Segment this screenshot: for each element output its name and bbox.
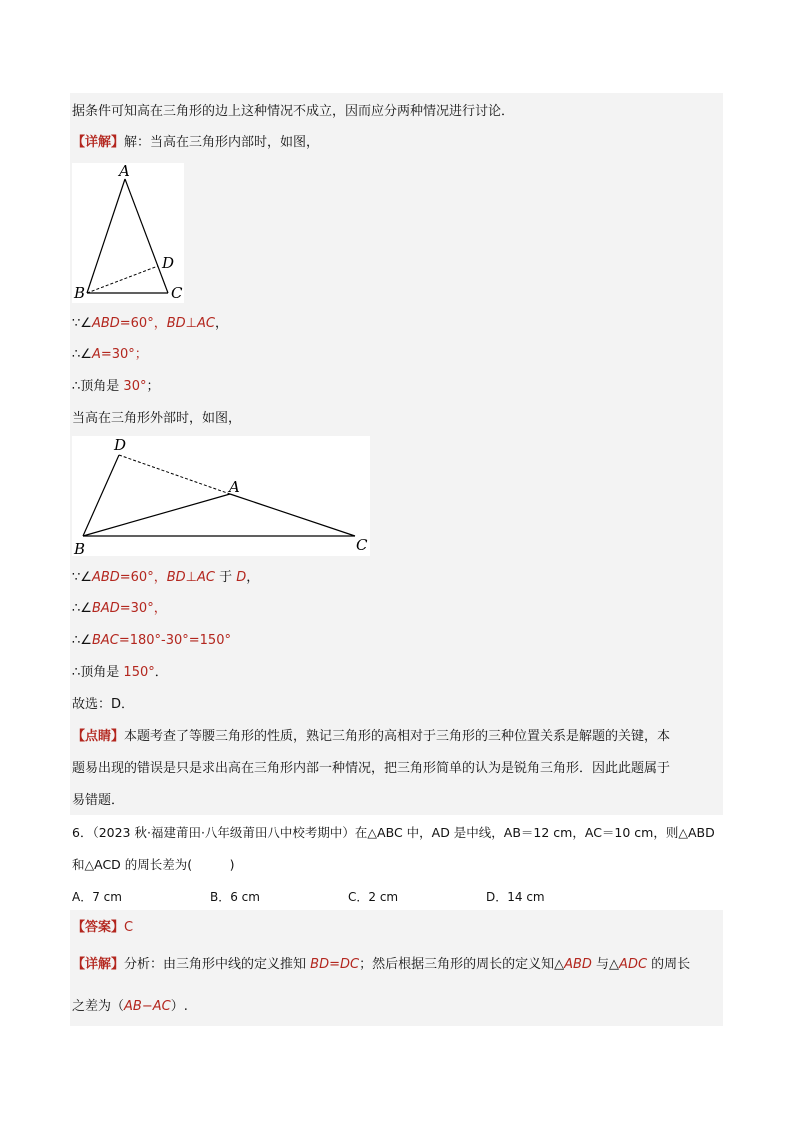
step-7-value: 150° [123, 665, 155, 680]
figure-inner-altitude [72, 163, 184, 303]
step-4-perp: BD⊥AC [166, 570, 215, 585]
label-b: B [74, 284, 86, 302]
q6-detail-abd: ABD [564, 957, 592, 972]
label-a: A [119, 163, 130, 180]
q6-detail-bd: BD=DC [310, 957, 360, 972]
q6-detail-line-2 [72, 998, 188, 1016]
comment-line-3: 易错题． [72, 793, 125, 808]
step-2-pre: ∴∠ [72, 347, 92, 362]
q6-detail-2b: ）. [170, 999, 188, 1014]
label-a: A [229, 478, 240, 496]
question-6-stem-1: 6．（2023 秋·福建莆田·八年级莆田八中校考期中）在△ABC 中，AD 是中线，AB＝12 cm，AC＝10 cm，则△ABD [72, 825, 715, 840]
label-c: C [171, 284, 183, 302]
step-4-end: ， [246, 570, 260, 585]
step-4-pre: ∵∠ [72, 570, 92, 585]
option-a: A．7 cm [72, 890, 122, 904]
label-d: D [162, 254, 175, 272]
answer-value: C [124, 920, 134, 935]
q6-detail-a: 分析：由三角形中线的定义推知 [124, 957, 311, 972]
question-6-stem-2: 和△ACD 的周长差为( ) [72, 857, 235, 872]
step-1 [72, 315, 228, 333]
step-5-pre: ∴∠ [72, 601, 92, 616]
detail-line [72, 134, 319, 152]
detail-tag: 【详解】 [72, 135, 125, 150]
triangle-diagram-2 [72, 436, 370, 556]
step-2-value: =30°； [100, 347, 148, 362]
step-6-angle: BAC [91, 633, 119, 648]
intro-line: 据条件可知高在三角形的边上这种情况不成立，因而应分两种情况进行讨论． [72, 104, 515, 119]
figure-outer-altitude [72, 436, 370, 556]
option-c: C．2 cm [348, 890, 399, 904]
step-3-end: ； [146, 379, 160, 394]
case-2-line: 当高在三角形外部时，如图， [72, 411, 242, 426]
label-b: B [74, 540, 86, 556]
step-4-d: D [236, 570, 247, 585]
q6-detail-adc: ADC [619, 957, 648, 972]
comment-line-1 [72, 728, 670, 746]
step-7-end: ． [154, 665, 168, 680]
detail-text: 解：当高在三角形内部时，如图， [124, 135, 320, 150]
q6-detail-tag: 【详解】 [72, 957, 125, 972]
comment-text-1: 本题考查了等腰三角形的性质，熟记三角形的高相对于三角形的三种位置关系是解题的关键，本 [124, 729, 671, 744]
step-5-value: =30°， [119, 601, 167, 616]
q6-detail-2a: 之差为（ [72, 999, 125, 1014]
step-4-yu: 于 [214, 570, 237, 585]
q6-detail-c: 与△ [591, 957, 620, 972]
step-7 [72, 664, 168, 682]
triangle-diagram-1 [72, 163, 184, 303]
comment-line-2: 题易出现的错误是只是求出高在三角形内部一种情况，把三角形简单的认为是锐角三角形．因此此题属于 [72, 761, 671, 776]
step-1-end: ， [214, 316, 228, 331]
comment-tag: 【点睛】 [72, 729, 125, 744]
step-1-perp: BD⊥AC [166, 316, 215, 331]
step-6-value: =180°-30°=150° [118, 633, 231, 648]
step-4-value: =60°， [119, 570, 167, 585]
step-6-pre: ∴∠ [72, 633, 92, 648]
q6-detail-expr: AB−AC [124, 999, 171, 1014]
q6-detail-b: ；然后根据三角形的周长的定义知△ [359, 957, 565, 972]
option-d: D．14 cm [486, 890, 545, 904]
q6-detail-line-1 [72, 956, 690, 974]
step-4-angle: ABD [91, 570, 120, 585]
step-7-text: ∴顶角是 [72, 665, 120, 680]
option-b: B．6 cm [210, 890, 260, 904]
step-1-value: =60°， [119, 316, 167, 331]
step-1-pre: ∵∠ [72, 316, 92, 331]
step-3-value: 30° [123, 379, 147, 394]
q6-detail-d: 的周长 [647, 957, 691, 972]
label-c: C [356, 536, 368, 554]
step-5 [72, 600, 167, 618]
choice-line: 故选：D． [72, 697, 135, 712]
step-2-angle: A [91, 347, 101, 362]
step-3 [72, 378, 159, 396]
step-5-angle: BAD [91, 601, 120, 616]
step-3-text: ∴顶角是 [72, 379, 120, 394]
step-6 [72, 632, 231, 650]
step-1-angle: ABD [91, 316, 120, 331]
answer-line [72, 919, 133, 937]
label-d: D [114, 436, 127, 454]
answer-tag: 【答案】 [72, 920, 125, 935]
step-4 [72, 569, 259, 587]
step-2 [72, 346, 148, 364]
